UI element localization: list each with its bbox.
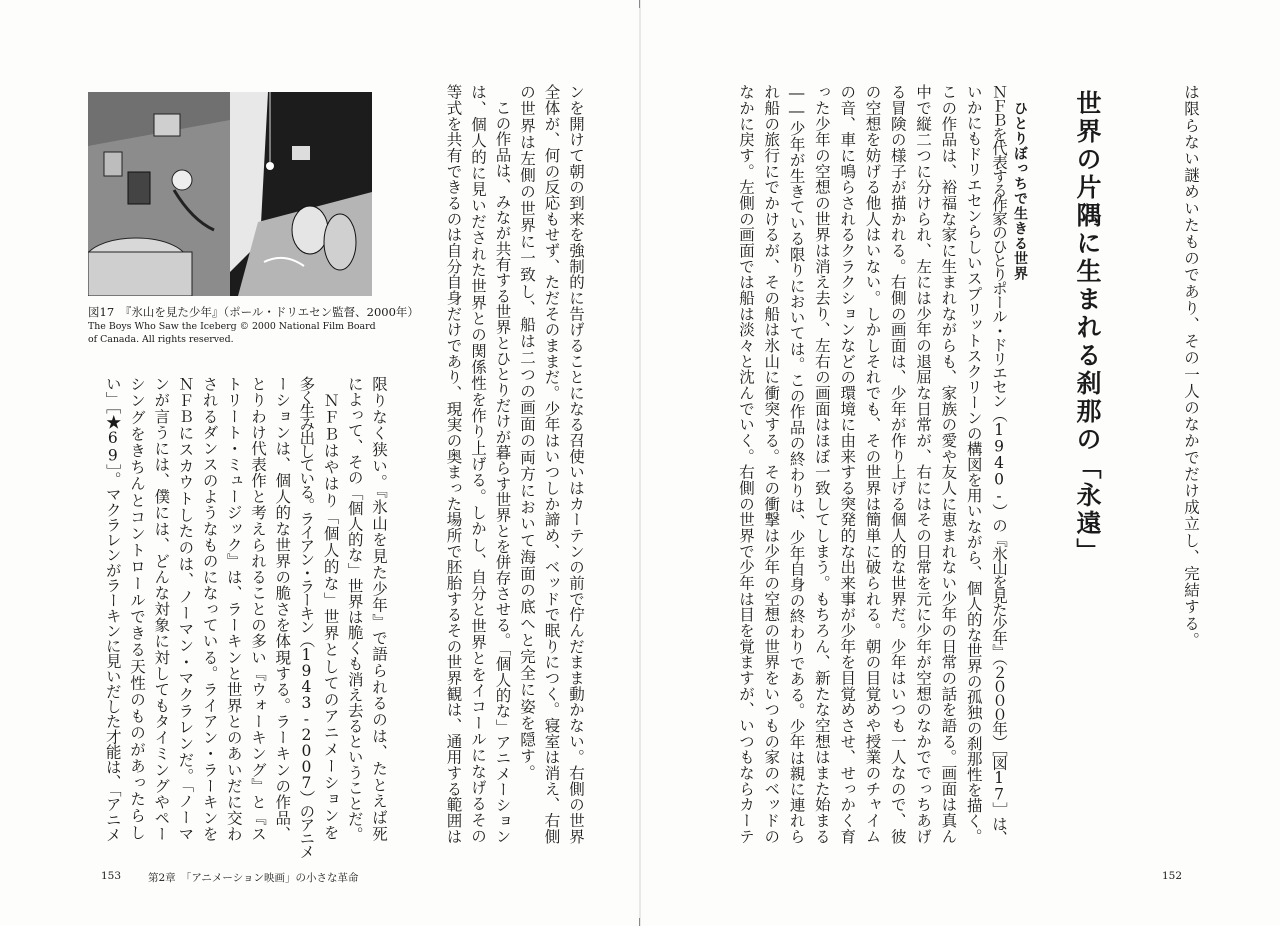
text-column: い」［★69］。マクラレンがラーキンに見いだした才能は、「アニメ bbox=[103, 376, 122, 842]
subheading: ひとりぼっちで生きる世界 bbox=[1012, 101, 1028, 281]
page-number-left: 153 bbox=[101, 870, 122, 882]
text-column: ンを開けて朝の到来を強制的に告げることになる召使いはカーテンの前で佇んだまま動かない。右側の世界 bbox=[567, 84, 585, 844]
text-column: れ船の旅行にでかけるが、その船は氷山に衝突する。その衝撃は少年の空想の世界をいつもの家のベッドの bbox=[762, 84, 781, 844]
text-column: 限りなく狭い。『氷山を見た少年』で語られるのは、たとえば死 bbox=[370, 376, 388, 842]
text-column: なかに戻す。左側の画面では船は淡々と沈んでいく。右側の世界で少年は目を覚ますが、いつもならカーテ bbox=[737, 84, 755, 844]
text-column: 多く生み出している。ライアン・ラーキン（1943-2007）のアニメ bbox=[297, 376, 316, 858]
text-column: 全体が、何の反応もせず、ただそのままだ。少年はいつしか諦め、ベッドで眠りにつく。寝室は消え、右側 bbox=[542, 84, 561, 844]
text-column: シングをきちんとコントロールできる天性のものがあったらし bbox=[128, 376, 146, 841]
text-column: この作品は、裕福な家に生まれながらも、家族の愛や友人に恵まれない少年の日常の話を語る。画面は真ん bbox=[939, 84, 958, 844]
trim-mark-bottom bbox=[639, 918, 640, 926]
text-column: ＮＦＢを代表する作家のひとりポール・ドリエセン（1940-）の『氷山を見た少年』（２０００年）［図17］は、 bbox=[990, 84, 1008, 844]
text-column: いかにもドリエセンらしいスプリットスクリーンの構図を用いながら、個人的な世界の孤独の刹那性を描く。 bbox=[964, 84, 983, 844]
text-column: とりわけ代表作と考えられることの多い『ウォーキング』と『ス bbox=[249, 376, 267, 842]
text-column: る冒険の様子が描かれる。右側の画面は、少年が作り上げる個人的な世界だ。少年はいつも一人なので、彼 bbox=[888, 84, 907, 844]
text-column: は、個人的に見いだされた世界との関係性を作り上げる。しかし、自分と世界とをイコールになげるその bbox=[469, 84, 487, 844]
text-column: トリート・ミュージック』は、ラーキンと世界とのあいだに交わ bbox=[224, 376, 243, 842]
text-column: ＮＦＢにスカウトしたのは、ノーマン・マクラレンだ。「ノーマ bbox=[176, 376, 195, 842]
text-column: の空想を妨げる他人はいない。しかしそれでも、その世界は簡単に破られる。朝の目覚めや授業のチャイム bbox=[863, 84, 882, 844]
text-column: ンが言うには、僕には、どんな対象に対してもタイミングやペー bbox=[152, 376, 171, 842]
text-column: 等式を共有できるのは自分自身だけであり、現実の奥まった場所で胚胎するその世界観は、通用する範囲は bbox=[444, 84, 463, 844]
figure-caption: 図17 『氷山を見た少年』（ポール・ドリエセン監督、2000年） bbox=[88, 305, 419, 319]
figure-credit: The Boys Who Saw the Iceberg © 2000 National Film Board of Canada. All rights reserved. bbox=[88, 321, 376, 345]
text-column: の世界は左側の世界に一致し、船は二つの画面の両方において海面の底へと完全に姿を隠す。 bbox=[518, 84, 536, 782]
text-column: 中で縦二つに分けられ、左には少年の退屈な日常が、右にはその日常を元に少年が空想のなかででっちあげ bbox=[914, 84, 933, 844]
trim-mark-top bbox=[639, 0, 640, 8]
text-column: ＮＦＢはやはり「個人的な」世界としてのアニメーションを bbox=[321, 376, 340, 841]
running-head: 第2章 「アニメーション映画」の小さな革命 bbox=[148, 872, 359, 884]
text-column: されるダンスのようなものになっている。ライアン・ラーキンを bbox=[200, 376, 219, 842]
text-column: ーションは、個人的な世界の脆さを体現する。ラーキンの作品、 bbox=[273, 376, 292, 842]
text-column: の音、車に鳴らされるクラクションなどの環境に由来する突発的な出来事が少年を目覚めさせ、せっかく育 bbox=[838, 84, 857, 844]
page-gutter bbox=[639, 0, 641, 926]
section-heading: 世界の片隅に生まれる刹那の「永遠」 bbox=[1073, 90, 1102, 566]
figure-17-illustration bbox=[88, 92, 372, 296]
continued-paragraph-line: は限らない謎めいたものであり、その一人のなかでだけ成立し、完結する。 bbox=[1182, 84, 1200, 649]
text-column: によって、その「個人的な」世界は脆くも消え去るということだ。 bbox=[345, 376, 364, 842]
text-column: ――少年が生きている限りにおいては。この作品の終わりは、少年自身の終わりである。少年は親に連れら bbox=[787, 84, 806, 844]
text-column: った少年の空想の世界は消え去り、左右の画面はほぼ一致してしまう。もちろん、新たな空想はまた始まる bbox=[812, 84, 831, 844]
text-column: この作品は、みなが共有する世界とひとりだけが暮らす世界とを併存させる。「個人的な」アニメーション bbox=[493, 84, 512, 844]
page-number-right: 152 bbox=[1162, 870, 1183, 882]
